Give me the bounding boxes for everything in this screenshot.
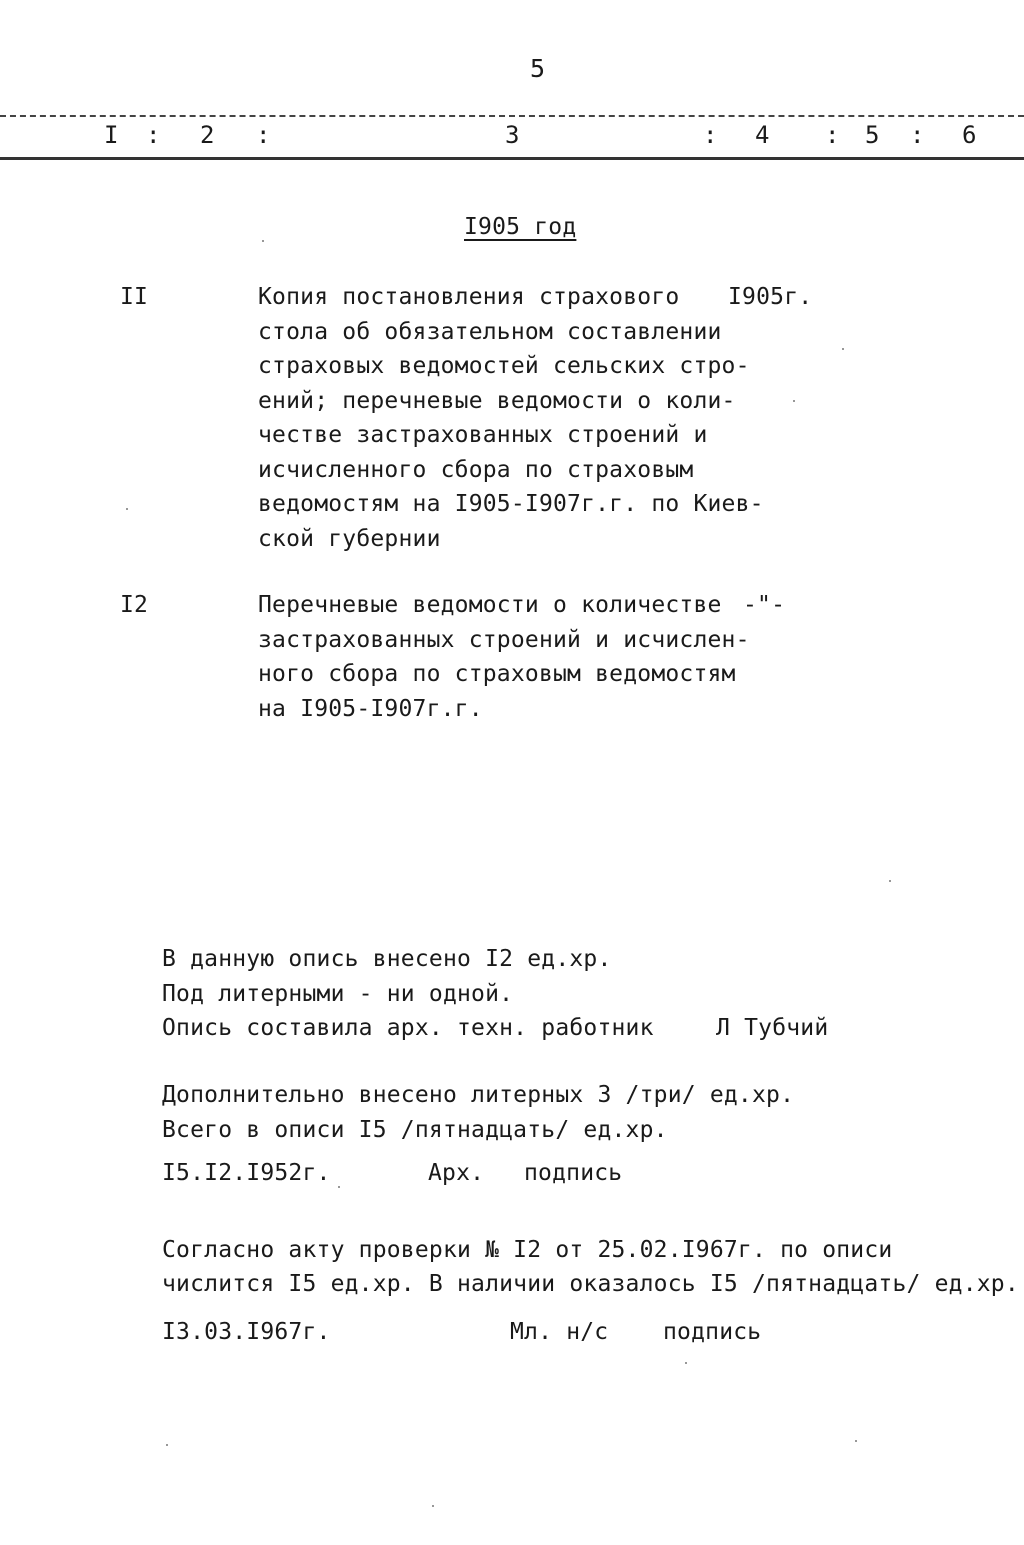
entry-text-line: страховых ведомостей сельских стро- [258, 353, 750, 379]
entry-text-line: исчисленного сбора по страховым [258, 456, 694, 483]
entry-text-line: честве застрахованных строений и [258, 422, 708, 448]
note-date: I5.I2.I952г. [162, 1160, 331, 1186]
scan-speck [685, 1362, 687, 1364]
entry-text-line: на I905-I907г.г. [258, 695, 483, 722]
column-3-label: 3 [505, 121, 520, 149]
entry-date: I905г. [728, 284, 813, 310]
column-separator: : [910, 121, 925, 149]
entry-text-line: Копия постановления страхового [258, 284, 680, 310]
scan-speck [432, 1505, 434, 1507]
note-line: В данную опись внесено I2 ед.хр. [162, 946, 612, 972]
scan-speck [126, 508, 128, 510]
scan-speck [793, 400, 795, 402]
column-4-label: 4 [755, 121, 770, 149]
entry-text-line: застрахованных строений и исчислен- [258, 626, 750, 653]
column-separator: : [825, 121, 840, 149]
scan-speck [842, 348, 844, 350]
scan-speck [889, 880, 891, 882]
entry-text-line: ений; перечневые ведомости о коли- [258, 387, 736, 414]
scan-speck [338, 1186, 340, 1188]
column-separator: : [703, 121, 718, 149]
note-date: I3.03.I967г. [162, 1319, 331, 1345]
entry-text-line: ведомостям на I905-I907г.г. по Киев- [258, 491, 764, 517]
header-top-rule [0, 115, 1024, 117]
entry-number: II [120, 284, 149, 310]
column-2-label: 2 [200, 121, 215, 149]
column-1-label: I [104, 121, 119, 149]
compiler-name: Л Тубчий [716, 1015, 829, 1041]
entry-text-line: ской губернии [258, 525, 441, 552]
entry-text-line: Перечневые ведомости о количестве [258, 592, 722, 618]
column-6-label: 6 [962, 121, 977, 149]
note-line: Всего в описи I5 /пятнадцать/ ед.хр. [162, 1117, 668, 1143]
entry-text-line: ного сбора по страховым ведомостям [258, 661, 736, 687]
note-line: числится I5 ед.хр. В наличии оказалось I5 /пятнадцать/ ед.хр. [162, 1271, 1019, 1297]
note-line: Опись составила арх. техн. работник [162, 1015, 654, 1041]
scan-speck [855, 1440, 857, 1442]
year-heading: I905 год [464, 214, 577, 240]
note-signature: подпись [524, 1160, 623, 1186]
column-5-label: 5 [865, 121, 880, 149]
note-signature: подпись [663, 1319, 762, 1345]
entry-number: I2 [120, 592, 149, 618]
page-number: 5 [530, 54, 546, 83]
note-line: Дополнительно внесено литерных 3 /три/ ед.хр. [162, 1082, 795, 1108]
note-role: Арх. [428, 1160, 485, 1186]
note-line: Под литерными - ни одной. [162, 981, 514, 1007]
scan-speck [262, 240, 264, 242]
entry-date-ditto: -"- [743, 592, 786, 618]
scan-speck [166, 1444, 168, 1446]
note-line: Согласно акту проверки № I2 от 25.02.I967г. по описи [162, 1237, 893, 1263]
entry-text-line: стола об обязательном составлении [258, 318, 722, 345]
column-separator: : [256, 121, 271, 149]
header-bottom-rule [0, 157, 1024, 160]
note-role: Мл. н/с [510, 1319, 609, 1345]
column-separator: : [146, 121, 161, 149]
